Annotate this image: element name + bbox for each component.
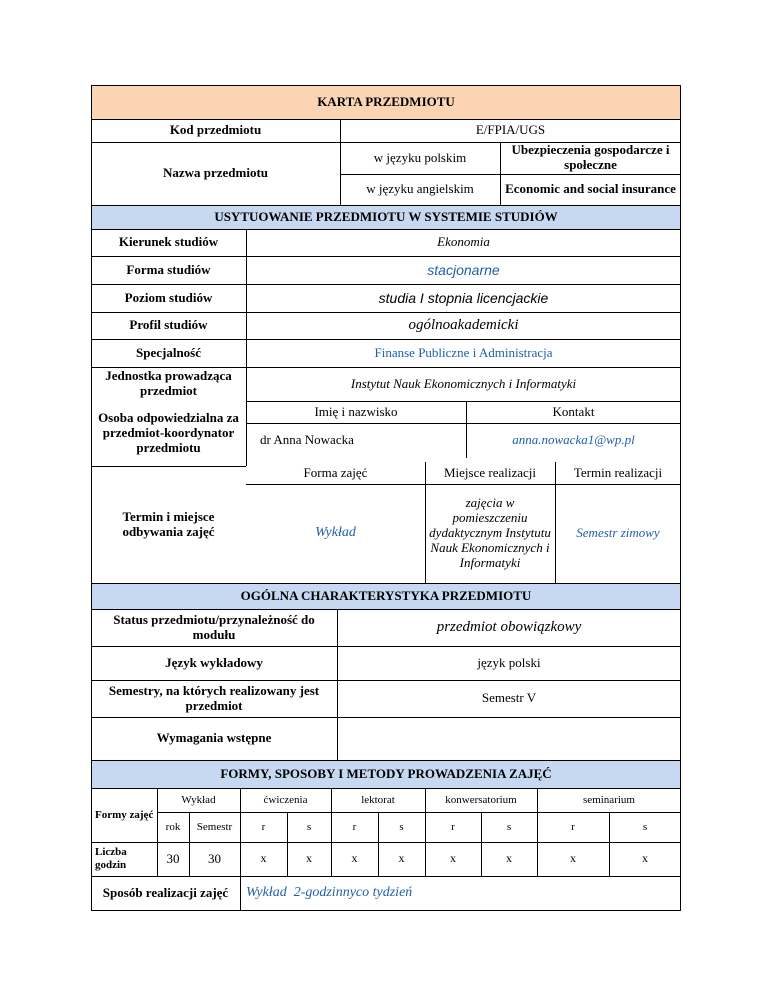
termin-forma: Wykład xyxy=(315,525,356,541)
jednostka-value: Instytut Nauk Ekonomicznych i Informatyki xyxy=(350,375,577,391)
specjalnosc-label: Specjalność xyxy=(136,344,201,360)
jezyk-value: język polski xyxy=(477,654,541,670)
poziom-label: Poziom studiów xyxy=(124,289,213,305)
sub-sem-s: s xyxy=(642,820,648,833)
sub-lek-r: r xyxy=(352,820,357,833)
sub-wyklad-rok: rok xyxy=(165,820,181,833)
kierunek-value: Ekonomia xyxy=(437,234,490,250)
sub-kon-r: r xyxy=(451,820,455,833)
card-title: KARTA PRZEDMIOTU xyxy=(317,93,455,109)
nazwa-label: Nazwa przedmiotu xyxy=(162,165,269,181)
hours-cell: x xyxy=(351,851,358,866)
profil-value: ogólnoakademicki xyxy=(408,316,519,333)
semestry-label: Semestry, na których realizowany jest przedmiot xyxy=(108,682,320,713)
jezyk-label: Język wykładowy xyxy=(165,654,263,670)
nazwa-pl-value: Ubezpieczenia gospodarcze i społeczne xyxy=(511,142,670,172)
ogolna-header: OGÓLNA CHARAKTERYSTYKA PRZEDMIOTU xyxy=(240,587,532,603)
sub-cw-s: s xyxy=(306,820,312,833)
group-lektorat: lektorat xyxy=(361,793,395,806)
semestry-value: Semestr V xyxy=(481,690,537,706)
specjalnosc-value: Finanse Publiczne i Administracja xyxy=(374,344,553,360)
wymagania-value xyxy=(337,717,681,760)
osoba-col-name: Imię i nazwisko xyxy=(314,403,398,419)
osoba-name: dr Anna Nowacka xyxy=(260,432,354,448)
hours-row-label: Liczba godzin xyxy=(95,846,127,871)
forma-studiow-value: stacjonarne xyxy=(427,261,500,278)
osoba-label: Osoba odpowiedzialna za przedmiot-koordynator przedmiotu xyxy=(98,410,239,455)
hours-cell: x xyxy=(398,851,405,866)
kod-value: E/FPIA/UGS xyxy=(475,122,546,138)
termin-value: Semestr zimowy xyxy=(576,525,660,541)
nazwa-pl-label: w języku polskim xyxy=(373,149,467,165)
formy-header: FORMY, SPOSOBY I METODY PROWADZENIA ZAJĘĆ xyxy=(220,765,552,781)
jednostka-label: Jednostka prowadząca przedmiot xyxy=(105,368,232,398)
sposob-label: Sposób realizacji zajęć xyxy=(102,884,229,900)
group-cwiczenia: ćwiczenia xyxy=(263,793,308,806)
hours-cell: 30 xyxy=(208,850,221,866)
termin-col-miejsce: Miejsce realizacji xyxy=(443,464,537,480)
hours-cell: x xyxy=(506,851,512,866)
group-konwersatorium: konwersatorium xyxy=(445,793,517,806)
hours-cell: x xyxy=(450,851,456,866)
group-wyklad: Wykład xyxy=(181,793,216,806)
group-seminarium: seminarium xyxy=(583,793,635,806)
formy-row-label: Formy zajęć xyxy=(95,808,154,821)
poziom-value: studia I stopnia licencjackie xyxy=(378,289,549,306)
usytuowanie-header: USYTUOWANIE PRZEDMIOTU W SYSTEMIE STUDIÓW xyxy=(214,208,558,224)
kierunek-label: Kierunek studiów xyxy=(118,234,219,250)
sub-sem-r: r xyxy=(571,820,575,833)
profil-label: Profil studiów xyxy=(129,317,208,333)
termin-label: Termin i miejsce odbywania zajęć xyxy=(122,508,215,539)
kod-label: Kod przedmiotu xyxy=(169,122,262,138)
status-label: Status przedmiotu/przynależność do modułu xyxy=(113,611,315,642)
termin-col-forma: Forma zajęć xyxy=(303,464,368,480)
hours-cell: x xyxy=(642,851,648,866)
sposob-value: Wykład 2-godzinnyco tydzień xyxy=(246,884,413,900)
nazwa-en-label: w języku angielskim xyxy=(366,181,474,197)
osoba-contact: anna.nowacka1@wp.pl xyxy=(512,432,635,448)
hours-cell: x xyxy=(306,851,312,866)
sub-wyklad-semestr: Semestr xyxy=(196,820,233,833)
sub-cw-r: r xyxy=(261,820,266,833)
rule xyxy=(91,910,681,911)
nazwa-en-value: Economic and social insurance xyxy=(505,181,676,197)
hours-cell: x xyxy=(260,851,267,866)
hours-cell: 30 xyxy=(166,850,180,866)
termin-col-termin: Termin realizacji xyxy=(573,464,663,480)
hours-cell: x xyxy=(570,851,576,866)
sub-lek-s: s xyxy=(399,820,404,833)
osoba-col-contact: Kontakt xyxy=(552,403,595,419)
wymagania-label: Wymagania wstępne xyxy=(156,730,272,746)
forma-studiow-label: Forma studiów xyxy=(126,261,211,277)
sub-kon-s: s xyxy=(506,820,512,833)
status-value: przedmiot obowiązkowy xyxy=(436,618,582,635)
termin-miejsce: zajęcia w pomieszczeniu dydaktycznym Instytutu Nauk Ekonomicznych i Informatyki xyxy=(429,495,551,570)
